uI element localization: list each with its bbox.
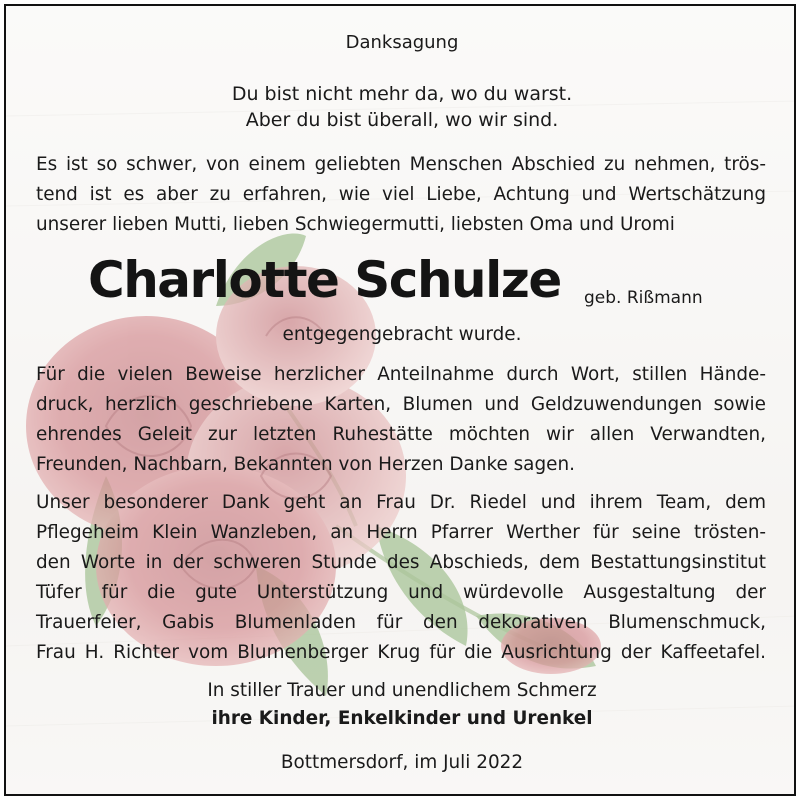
signature-line: ihre Kinder, Enkelkinder und Urenkel [211,708,593,729]
paragraph-line: druck, herzlich geschriebene Karten, Blumen und Geldzuwendungen sowie [36,394,766,415]
paragraph-line: Frau H. Richter vom Blumenberger Krug für die Ausrichtung der Kaffeetafel. [36,642,766,663]
paragraph-line: den Worte in der schweren Stunde des Abschieds, dem Bestattungsinstitut [36,552,766,573]
motto-line: Aber du bist überall, wo wir sind. [245,109,559,131]
paragraph-line: Freunden, Nachbarn, Bekannten von Herzen Danke sagen. [36,454,575,475]
intro-line: tend ist es aber zu erfahren, wie viel Liebe, Achtung und Wertschätzung [36,184,766,205]
intro-line: Es ist so schwer, von einem geliebten Menschen Abschied zu nehmen, trös- [36,154,766,175]
obituary-notice [4,4,796,796]
notice-content [6,6,794,794]
paragraph-line: Unser besonderer Dank geht an Frau Dr. Riedel und ihrem Team, dem [36,492,766,513]
paragraph-line: Tüfer für die gute Unterstützung und würdevolle Ausgestaltung der [36,582,766,603]
place-date: Bottmersdorf, im Juli 2022 [280,752,524,773]
paragraph-line: Pflegeheim Klein Wanzleben, an Herrn Pfarrer Werther für seine trösten- [36,522,766,543]
closing-line: In stiller Trauer und unendlichem Schmerz [207,680,597,701]
maiden-name: geb. Rißmann [584,288,703,308]
paragraph-line: Trauerfeier, Gabis Blumenladen für den dekorativen Blumenschmuck, [36,612,766,633]
deceased-name: Charlotte Schulze [88,251,561,309]
notice-heading: Danksagung [345,32,459,53]
intro-line: unserer lieben Mutti, lieben Schwiegermutti, liebsten Oma und Uromi [36,214,675,235]
paragraph-line: Für die vielen Beweise herzlicher Anteilnahme durch Wort, stillen Hände- [36,364,766,385]
motto-line: Du bist nicht mehr da, wo du warst. [231,83,573,105]
paragraph-line: ehrendes Geleit zur letzten Ruhestätte möchten wir allen Verwandten, [36,424,766,445]
intro-end: entgegengebracht wurde. [282,324,522,345]
